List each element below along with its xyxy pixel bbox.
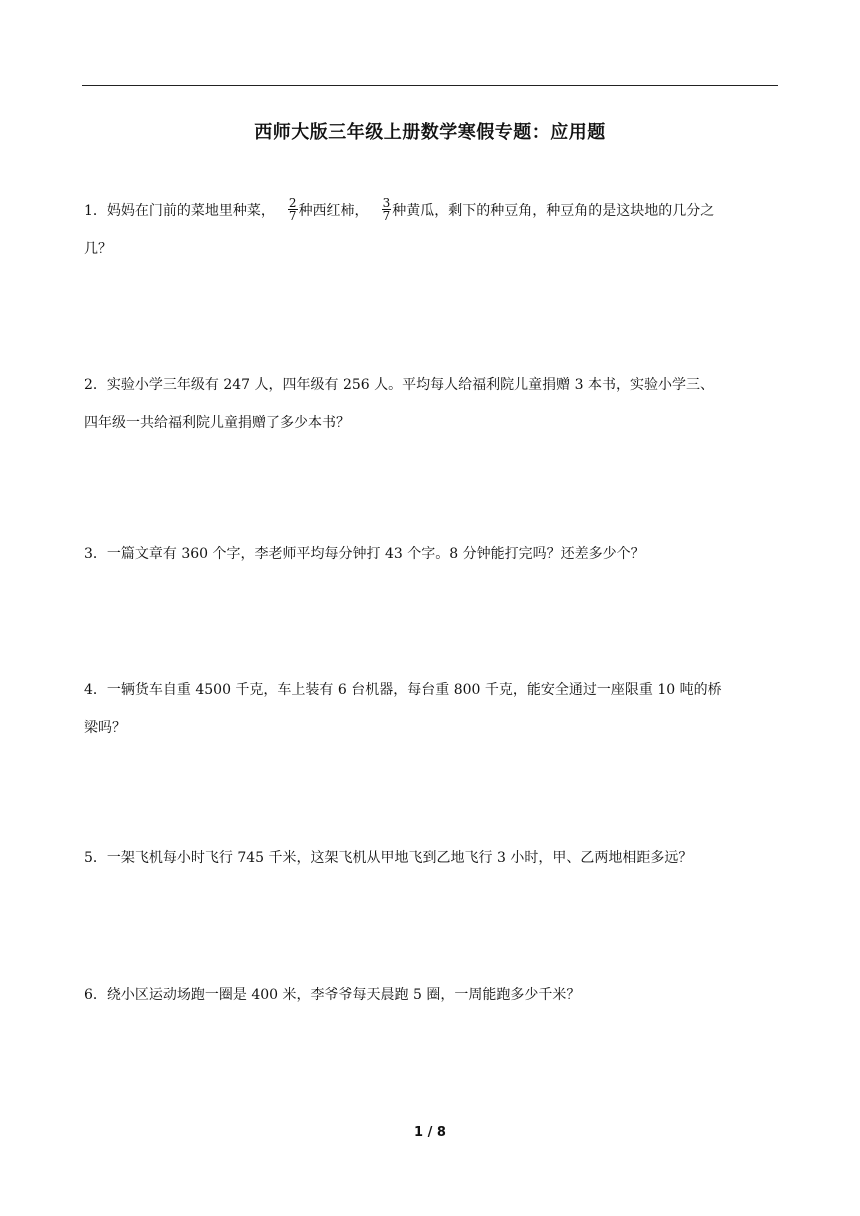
page-title: 西师大版三年级上册数学寒假专题：应用题 <box>254 122 606 143</box>
question-2-line-1: 2．实验小学三年级有 247 人，四年级有 256 人。平均每人给福利院儿童捐赠 3 本书，实验小学三、 <box>84 377 714 393</box>
question-4-line-1: 4．一辆货车自重 4500 千克，车上装有 6 台机器，每台重 800 千克，能安全通过一座限重 10 吨的桥 <box>84 682 722 698</box>
question-1-line-2: 几？ <box>84 241 112 257</box>
question-3-line-1: 3．一篇文章有 360 个字，李老师平均每分钟打 43 个字。8 分钟能打完吗？还差多少个？ <box>84 546 645 562</box>
fraction-three-sevenths: $\frac{3}{7}$ <box>382 195 391 223</box>
question-4-line-2: 梁吗？ <box>84 720 126 736</box>
question-3 <box>84 535 784 573</box>
question-5 <box>84 839 784 877</box>
header-rule <box>82 85 778 86</box>
page-indicator: 1 / 8 <box>414 1125 446 1140</box>
question-6-line-1: 6．绕小区运动场跑一圈是 400 米，李爷爷每天晨跑 5 圈，一周能跑多少千米？ <box>84 987 581 1003</box>
question-6 <box>84 976 784 1014</box>
fraction-two-sevenths: $\frac{2}{7}$ <box>288 195 297 223</box>
question-2-line-2: 四年级一共给福利院儿童捐赠了多少本书？ <box>84 415 350 431</box>
question-2 <box>84 366 784 442</box>
question-1 <box>84 192 784 268</box>
question-5-line-1: 5．一架飞机每小时飞行 745 千米，这架飞机从甲地飞到乙地飞行 3 小时，甲、乙两地相距多远？ <box>84 850 693 866</box>
question-1-line-1: 1．妈妈在门前的菜地里种菜， $\frac{2}{7}$ 种西红柿， $\frac{3}{7}$ 种黄瓜，剩下的种豆角，种豆角的是这块地的几分之 <box>84 195 715 223</box>
question-4 <box>84 671 784 747</box>
